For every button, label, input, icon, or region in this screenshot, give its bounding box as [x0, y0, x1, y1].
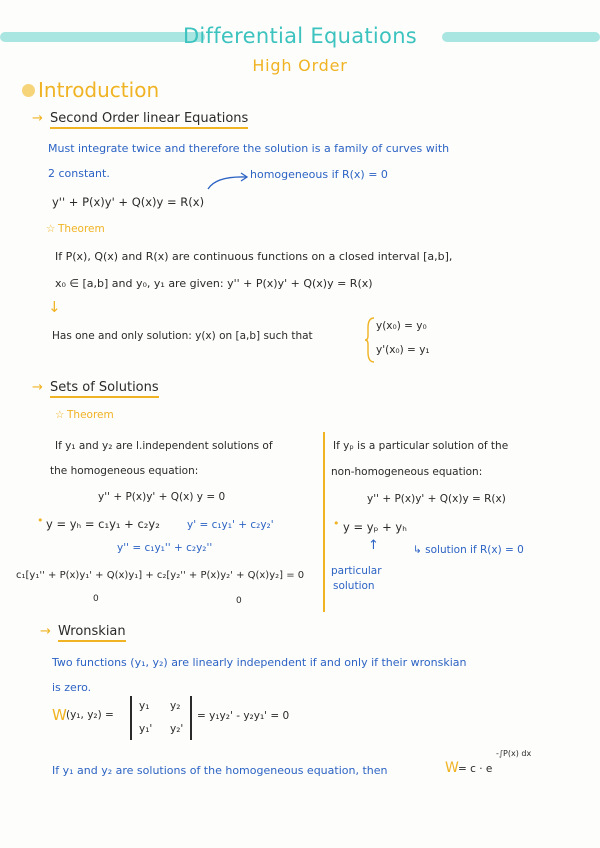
- right-general-solution: y = yₚ + yₕ: [343, 520, 407, 534]
- intro-text-line2: 2 constant.: [48, 167, 110, 180]
- left-derivative-1: y' = c₁y₁' + c₂y₂': [187, 519, 274, 531]
- arrow-right-icon: →: [32, 380, 43, 395]
- zero-label-1: 0: [93, 594, 99, 604]
- bullet-dot-icon: [22, 84, 35, 97]
- wronskian-symbol: W: [52, 706, 67, 724]
- condition-2: y'(x₀) = y₁: [376, 344, 430, 356]
- right-note: [413, 544, 524, 556]
- theorem-label: Theorem: [58, 223, 105, 235]
- subheading-sets-of-solutions: Sets of Solutions: [50, 380, 159, 398]
- wronskian-text-line2: is zero.: [52, 681, 92, 694]
- arrow-right-icon: →: [40, 624, 51, 639]
- wronskian-symbol-2: W: [445, 760, 459, 776]
- column-divider: [323, 432, 325, 612]
- theorem-conclusion: Has one and only solution: y(x) on [a,b] such that: [52, 330, 313, 342]
- theorem-line1: If P(x), Q(x) and R(x) are continuous functions on a closed interval [a,b],: [55, 250, 453, 263]
- star-icon: ☆: [46, 223, 56, 235]
- solution-label: solution: [333, 580, 375, 592]
- subheading-second-order: Second Order linear Equations: [50, 111, 248, 129]
- intro-text-line1: Must integrate twice and therefore the solution is a family of curves with: [48, 142, 450, 155]
- curved-arrow-icon: [204, 170, 254, 192]
- star-icon: ☆: [55, 409, 65, 421]
- bullet-icon: •: [37, 514, 44, 527]
- zero-label-2: 0: [236, 596, 242, 606]
- main-equation: y'' + P(x)y' + Q(x)y = R(x): [52, 195, 205, 209]
- arrow-up-icon: ↑: [368, 538, 379, 553]
- abel-formula: = c · e: [458, 763, 493, 775]
- section-heading-introduction: Introduction: [38, 78, 160, 102]
- arrow-down-icon: ↓: [48, 298, 61, 316]
- matrix-entry-21: y₁': [139, 723, 153, 735]
- wronskian-text-line1: Two functions (y₁, y₂) are linearly independent if and only if their wronskian: [52, 656, 467, 669]
- homogeneous-note: homogeneous if R(x) = 0: [250, 168, 388, 181]
- page-subtitle: High Order: [252, 56, 348, 75]
- left-derivative-2: y'' = c₁y₁'' + c₂y₂'': [117, 542, 213, 554]
- matrix-entry-12: y₂: [170, 700, 181, 712]
- page-title: Differential Equations: [182, 24, 418, 48]
- left-general-solution: y = yₕ = c₁y₁ + c₂y₂: [46, 517, 160, 531]
- subheading-wronskian: Wronskian: [58, 624, 126, 642]
- theorem-line2: x₀ ∈ [a,b] and y₀, y₁ are given: y'' + P(x)y' + Q(x)y = R(x): [55, 277, 373, 290]
- wronskian-last-text: If y₁ and y₂ are solutions of the homogeneous equation, then: [52, 764, 388, 777]
- abel-exponent: -∫P(x) dx: [496, 749, 532, 758]
- particular-label: particular: [331, 565, 382, 577]
- arrow-right-icon: →: [32, 111, 43, 126]
- brace-icon: [364, 316, 376, 364]
- hook-arrow-icon: ↳: [413, 544, 426, 556]
- right-nonhomog-eq: y'' + P(x)y' + Q(x)y = R(x): [367, 493, 506, 505]
- matrix-right-bar: [190, 696, 192, 740]
- bullet-icon: •: [333, 517, 340, 530]
- left-homog-eq: y'' + P(x)y' + Q(x) y = 0: [98, 491, 226, 503]
- theorem-label-2: Theorem: [67, 409, 114, 421]
- matrix-left-bar: [130, 696, 132, 740]
- left-expansion: c₁[y₁'' + P(x)y₁' + Q(x)y₁] + c₂[y₂'' + P(x)y₂' + Q(x)y₂] = 0: [16, 570, 305, 581]
- wronskian-result: = y₁y₂' - y₂y₁' = 0: [197, 710, 290, 722]
- matrix-entry-11: y₁: [139, 700, 150, 712]
- condition-1: y(x₀) = y₀: [376, 320, 427, 332]
- right-line2: non-homogeneous equation:: [331, 466, 483, 478]
- left-line2: the homogeneous equation:: [50, 465, 199, 477]
- right-line1: If yₚ is a particular solution of the: [333, 440, 509, 452]
- wronskian-args: (y₁, y₂) =: [66, 709, 114, 721]
- left-line1: If y₁ and y₂ are l.independent solutions of: [55, 440, 273, 452]
- matrix-entry-22: y₂': [170, 723, 184, 735]
- right-note-text: solution if R(x) = 0: [425, 544, 524, 556]
